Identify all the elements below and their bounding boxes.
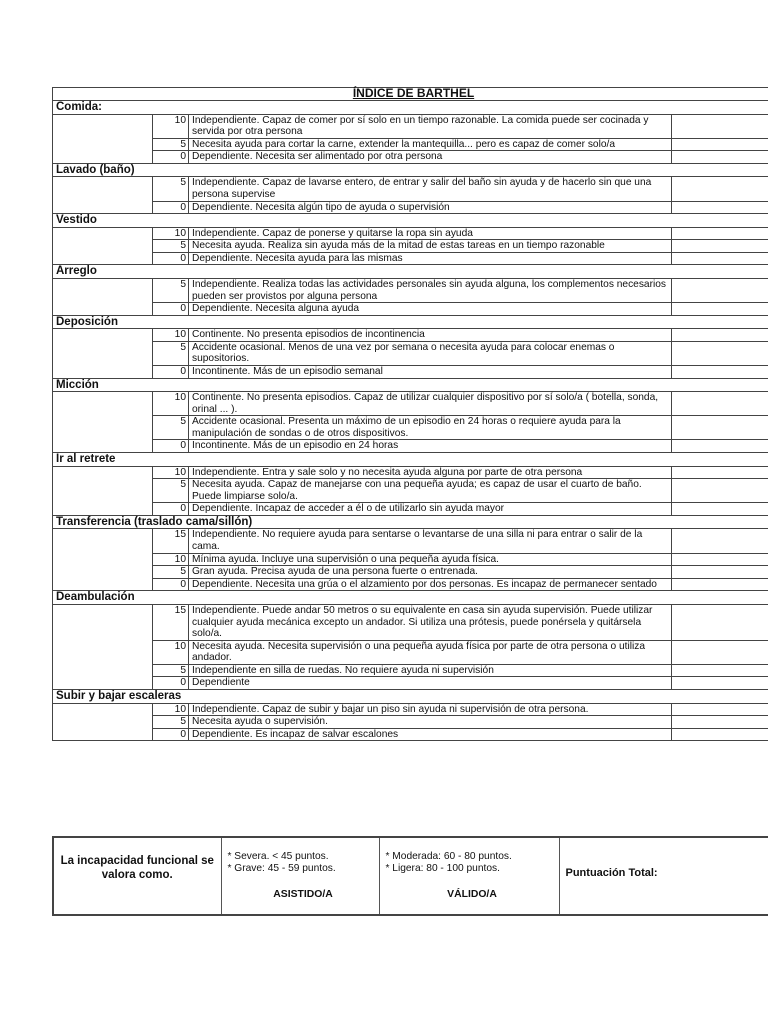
score-selection-cell[interactable] <box>672 440 768 453</box>
criterion-description: Independiente. Capaz de comer por sí solo en un tiempo razonable. La comida puede ser cocinada y servida por otra persona <box>189 114 672 138</box>
criterion-row <box>53 703 768 716</box>
score-selection-cell[interactable] <box>672 503 768 516</box>
score-selection-cell[interactable] <box>672 227 768 240</box>
valido-scale <box>379 837 559 915</box>
points-cell: 0 <box>153 252 189 265</box>
summary-label: La incapacidad funcional se valora como. <box>53 837 221 915</box>
level-severa: * Severa. < 45 puntos. <box>227 851 329 862</box>
points-cell: 5 <box>153 416 189 440</box>
criterion-row <box>53 440 768 453</box>
score-selection-cell[interactable] <box>672 479 768 503</box>
points-cell: 5 <box>153 138 189 151</box>
points-cell: 5 <box>153 341 189 365</box>
section-header-row <box>53 378 768 392</box>
points-cell: 0 <box>153 578 189 591</box>
points-cell: 10 <box>153 329 189 342</box>
section-indent-cell <box>53 177 153 214</box>
points-cell: 15 <box>153 529 189 553</box>
section-indent-cell <box>53 529 153 591</box>
criterion-description: Dependiente. Necesita alguna ayuda <box>189 303 672 316</box>
points-cell: 10 <box>153 392 189 416</box>
criterion-description: Dependiente. Necesita una grúa o el alzamiento por dos personas. Es incapaz de permanecer sentado <box>189 578 672 591</box>
criterion-row <box>53 392 768 416</box>
points-cell: 10 <box>153 466 189 479</box>
criterion-description: Independiente. Capaz de ponerse y quitarse la ropa sin ayuda <box>189 227 672 240</box>
section-title: Deposición <box>53 315 768 329</box>
criterion-row <box>53 341 768 365</box>
criterion-description: Accidente ocasional. Presenta un máximo de un episodio en 24 horas o requiere ayuda para la manipulación de sondas o de otros dispositivos. <box>189 416 672 440</box>
level-moderada: * Moderada: 60 - 80 puntos. <box>385 851 512 862</box>
criterion-description: Dependiente. Es incapaz de salvar escalones <box>189 728 672 741</box>
criterion-description: Accidente ocasional. Menos de una vez por semana o necesita ayuda para colocar enemas o supositorios. <box>189 341 672 365</box>
section-title: Comida: <box>53 101 768 115</box>
score-selection-cell[interactable] <box>672 578 768 591</box>
section-header-row <box>53 315 768 329</box>
score-selection-cell[interactable] <box>672 677 768 690</box>
criterion-description: Independiente. Puede andar 50 metros o su equivalente en casa sin ayuda supervisión. Puede utilizar cualquier ayuda mecánica excepto un andador. Si utiliza una prótesis, puede ponérsela y quitársela solo/a. <box>189 604 672 640</box>
criterion-row <box>53 416 768 440</box>
score-selection-cell[interactable] <box>672 664 768 677</box>
criterion-row <box>53 566 768 579</box>
criterion-description: Necesita ayuda. Capaz de manejarse con una pequeña ayuda; es capaz de usar el cuarto de baño. Puede limpiarse solo/a. <box>189 479 672 503</box>
criterion-description: Incontinente. Más de un episodio en 24 horas <box>189 440 672 453</box>
points-cell: 10 <box>153 227 189 240</box>
score-selection-cell[interactable] <box>672 303 768 316</box>
score-selection-cell[interactable] <box>672 466 768 479</box>
criterion-description: Independiente. Entra y sale solo y no necesita ayuda alguna por parte de otra persona <box>189 466 672 479</box>
barthel-form <box>52 87 768 741</box>
criterion-row <box>53 553 768 566</box>
asistido-scale <box>221 837 379 915</box>
score-selection-cell[interactable] <box>672 728 768 741</box>
points-cell: 10 <box>153 703 189 716</box>
points-cell: 10 <box>153 553 189 566</box>
score-selection-cell[interactable] <box>672 392 768 416</box>
criterion-row <box>53 677 768 690</box>
section-title: Transferencia (traslado cama/sillón) <box>53 515 768 529</box>
section-indent-cell <box>53 703 153 741</box>
total-score-label: Puntuación Total: <box>565 867 658 879</box>
criterion-row <box>53 278 768 302</box>
criterion-row <box>53 728 768 741</box>
section-header-row <box>53 265 768 279</box>
points-cell: 0 <box>153 303 189 316</box>
points-cell: 0 <box>153 440 189 453</box>
criterion-row <box>53 138 768 151</box>
section-indent-cell <box>53 329 153 378</box>
section-indent-cell <box>53 114 153 163</box>
section-title: Deambulación <box>53 591 768 605</box>
criterion-row <box>53 240 768 253</box>
points-cell: 5 <box>153 479 189 503</box>
score-selection-cell[interactable] <box>672 201 768 214</box>
points-cell: 0 <box>153 503 189 516</box>
criterion-row <box>53 329 768 342</box>
criterion-row <box>53 201 768 214</box>
points-cell: 0 <box>153 677 189 690</box>
criterion-row <box>53 114 768 138</box>
score-selection-cell[interactable] <box>672 366 768 379</box>
section-indent-cell <box>53 466 153 515</box>
score-selection-cell[interactable] <box>672 566 768 579</box>
points-cell: 5 <box>153 240 189 253</box>
section-title: Subir y bajar escaleras <box>53 690 768 704</box>
criterion-description: Mínima ayuda. Incluye una supervisión o una pequeña ayuda física. <box>189 553 672 566</box>
criterion-description: Independiente. Capaz de lavarse entero, de entrar y salir del baño sin ayuda y de hacerlo sin que una persona supervise <box>189 177 672 201</box>
criterion-row <box>53 366 768 379</box>
criterion-description: Incontinente. Más de un episodio semanal <box>189 366 672 379</box>
points-cell: 10 <box>153 114 189 138</box>
section-header-row <box>53 453 768 467</box>
score-selection-cell[interactable] <box>672 278 768 302</box>
criterion-row <box>53 578 768 591</box>
criterion-description: Dependiente. Necesita algún tipo de ayuda o supervisión <box>189 201 672 214</box>
score-selection-cell[interactable] <box>672 341 768 365</box>
score-selection-cell[interactable] <box>672 240 768 253</box>
score-selection-cell[interactable] <box>672 252 768 265</box>
points-cell: 0 <box>153 366 189 379</box>
section-title: Arreglo <box>53 265 768 279</box>
section-header-row <box>53 515 768 529</box>
valido-tag: VÁLIDO/A <box>447 889 497 900</box>
points-cell: 0 <box>153 201 189 214</box>
criterion-row <box>53 604 768 640</box>
section-title: Lavado (baño) <box>53 163 768 177</box>
criterion-row <box>53 151 768 164</box>
score-selection-cell[interactable] <box>672 703 768 716</box>
section-header-row <box>53 163 768 177</box>
section-indent-cell <box>53 278 153 315</box>
criterion-row <box>53 664 768 677</box>
form-title: ÍNDICE DE BARTHEL <box>53 88 768 101</box>
section-indent-cell <box>53 604 153 689</box>
score-selection-cell[interactable] <box>672 416 768 440</box>
section-indent-cell <box>53 227 153 265</box>
criterion-description: Necesita ayuda. Necesita supervisión o una pequeña ayuda física por parte de otra persona o utiliza andador. <box>189 640 672 664</box>
section-title: Ir al retrete <box>53 453 768 467</box>
criterion-description: Dependiente. Necesita ayuda para las mismas <box>189 252 672 265</box>
score-selection-cell[interactable] <box>672 329 768 342</box>
score-selection-cell[interactable] <box>672 640 768 664</box>
score-selection-cell[interactable] <box>672 529 768 553</box>
criterion-description: Necesita ayuda o supervisión. <box>189 716 672 729</box>
criterion-description: Dependiente. Necesita ser alimentado por otra persona <box>189 151 672 164</box>
level-grave: * Grave: 45 - 59 puntos. <box>227 863 336 874</box>
section-header-row <box>53 591 768 605</box>
section-title: Micción <box>53 378 768 392</box>
criterion-row <box>53 177 768 201</box>
barthel-table <box>52 87 768 741</box>
criterion-description: Independiente en silla de ruedas. No requiere ayuda ni supervisión <box>189 664 672 677</box>
points-cell: 15 <box>153 604 189 640</box>
criterion-row <box>53 466 768 479</box>
score-selection-cell[interactable] <box>672 716 768 729</box>
points-cell: 5 <box>153 566 189 579</box>
criterion-description: Independiente. Capaz de subir y bajar un piso sin ayuda ni supervisión de otra persona. <box>189 703 672 716</box>
criterion-row <box>53 479 768 503</box>
criterion-description: Continente. No presenta episodios de incontinencia <box>189 329 672 342</box>
points-cell: 0 <box>153 728 189 741</box>
criterion-description: Independiente. Realiza todas las actividades personales sin ayuda alguna, los complementos necesarios pueden ser provistos por alguna persona <box>189 278 672 302</box>
section-indent-cell <box>53 392 153 453</box>
section-header-row <box>53 101 768 115</box>
asistido-tag: ASISTIDO/A <box>273 889 333 900</box>
section-header-row <box>53 690 768 704</box>
criterion-description: Dependiente. Incapaz de acceder a él o de utilizarlo sin ayuda mayor <box>189 503 672 516</box>
total-score-field[interactable] <box>559 837 768 915</box>
criterion-description: Dependiente <box>189 677 672 690</box>
points-cell: 10 <box>153 640 189 664</box>
score-selection-cell[interactable] <box>672 138 768 151</box>
points-cell: 0 <box>153 151 189 164</box>
criterion-description: Necesita ayuda. Realiza sin ayuda más de la mitad de estas tareas en un tiempo razonable <box>189 240 672 253</box>
score-selection-cell[interactable] <box>672 114 768 138</box>
criterion-row <box>53 529 768 553</box>
summary-row <box>53 837 768 915</box>
score-selection-cell[interactable] <box>672 604 768 640</box>
score-selection-cell[interactable] <box>672 177 768 201</box>
criterion-row <box>53 227 768 240</box>
criterion-description: Independiente. No requiere ayuda para sentarse o levantarse de una silla ni para entrar o salir de la cama. <box>189 529 672 553</box>
level-ligera: * Ligera: 80 - 100 puntos. <box>385 863 500 874</box>
criterion-row <box>53 503 768 516</box>
score-selection-cell[interactable] <box>672 151 768 164</box>
title-row <box>53 88 768 101</box>
criterion-row <box>53 252 768 265</box>
criterion-description: Gran ayuda. Precisa ayuda de una persona fuerte o entrenada. <box>189 566 672 579</box>
points-cell: 5 <box>153 177 189 201</box>
section-header-row <box>53 214 768 228</box>
section-title: Vestido <box>53 214 768 228</box>
summary-table <box>52 836 768 916</box>
points-cell: 5 <box>153 716 189 729</box>
points-cell: 5 <box>153 664 189 677</box>
criterion-description: Continente. No presenta episodios. Capaz de utilizar cualquier dispositivo por sí solo/a ( botella, sonda, orinal ... ). <box>189 392 672 416</box>
criterion-row <box>53 716 768 729</box>
score-selection-cell[interactable] <box>672 553 768 566</box>
points-cell: 5 <box>153 278 189 302</box>
criterion-row <box>53 640 768 664</box>
criterion-description: Necesita ayuda para cortar la carne, extender la mantequilla... pero es capaz de comer solo/a <box>189 138 672 151</box>
criterion-row <box>53 303 768 316</box>
